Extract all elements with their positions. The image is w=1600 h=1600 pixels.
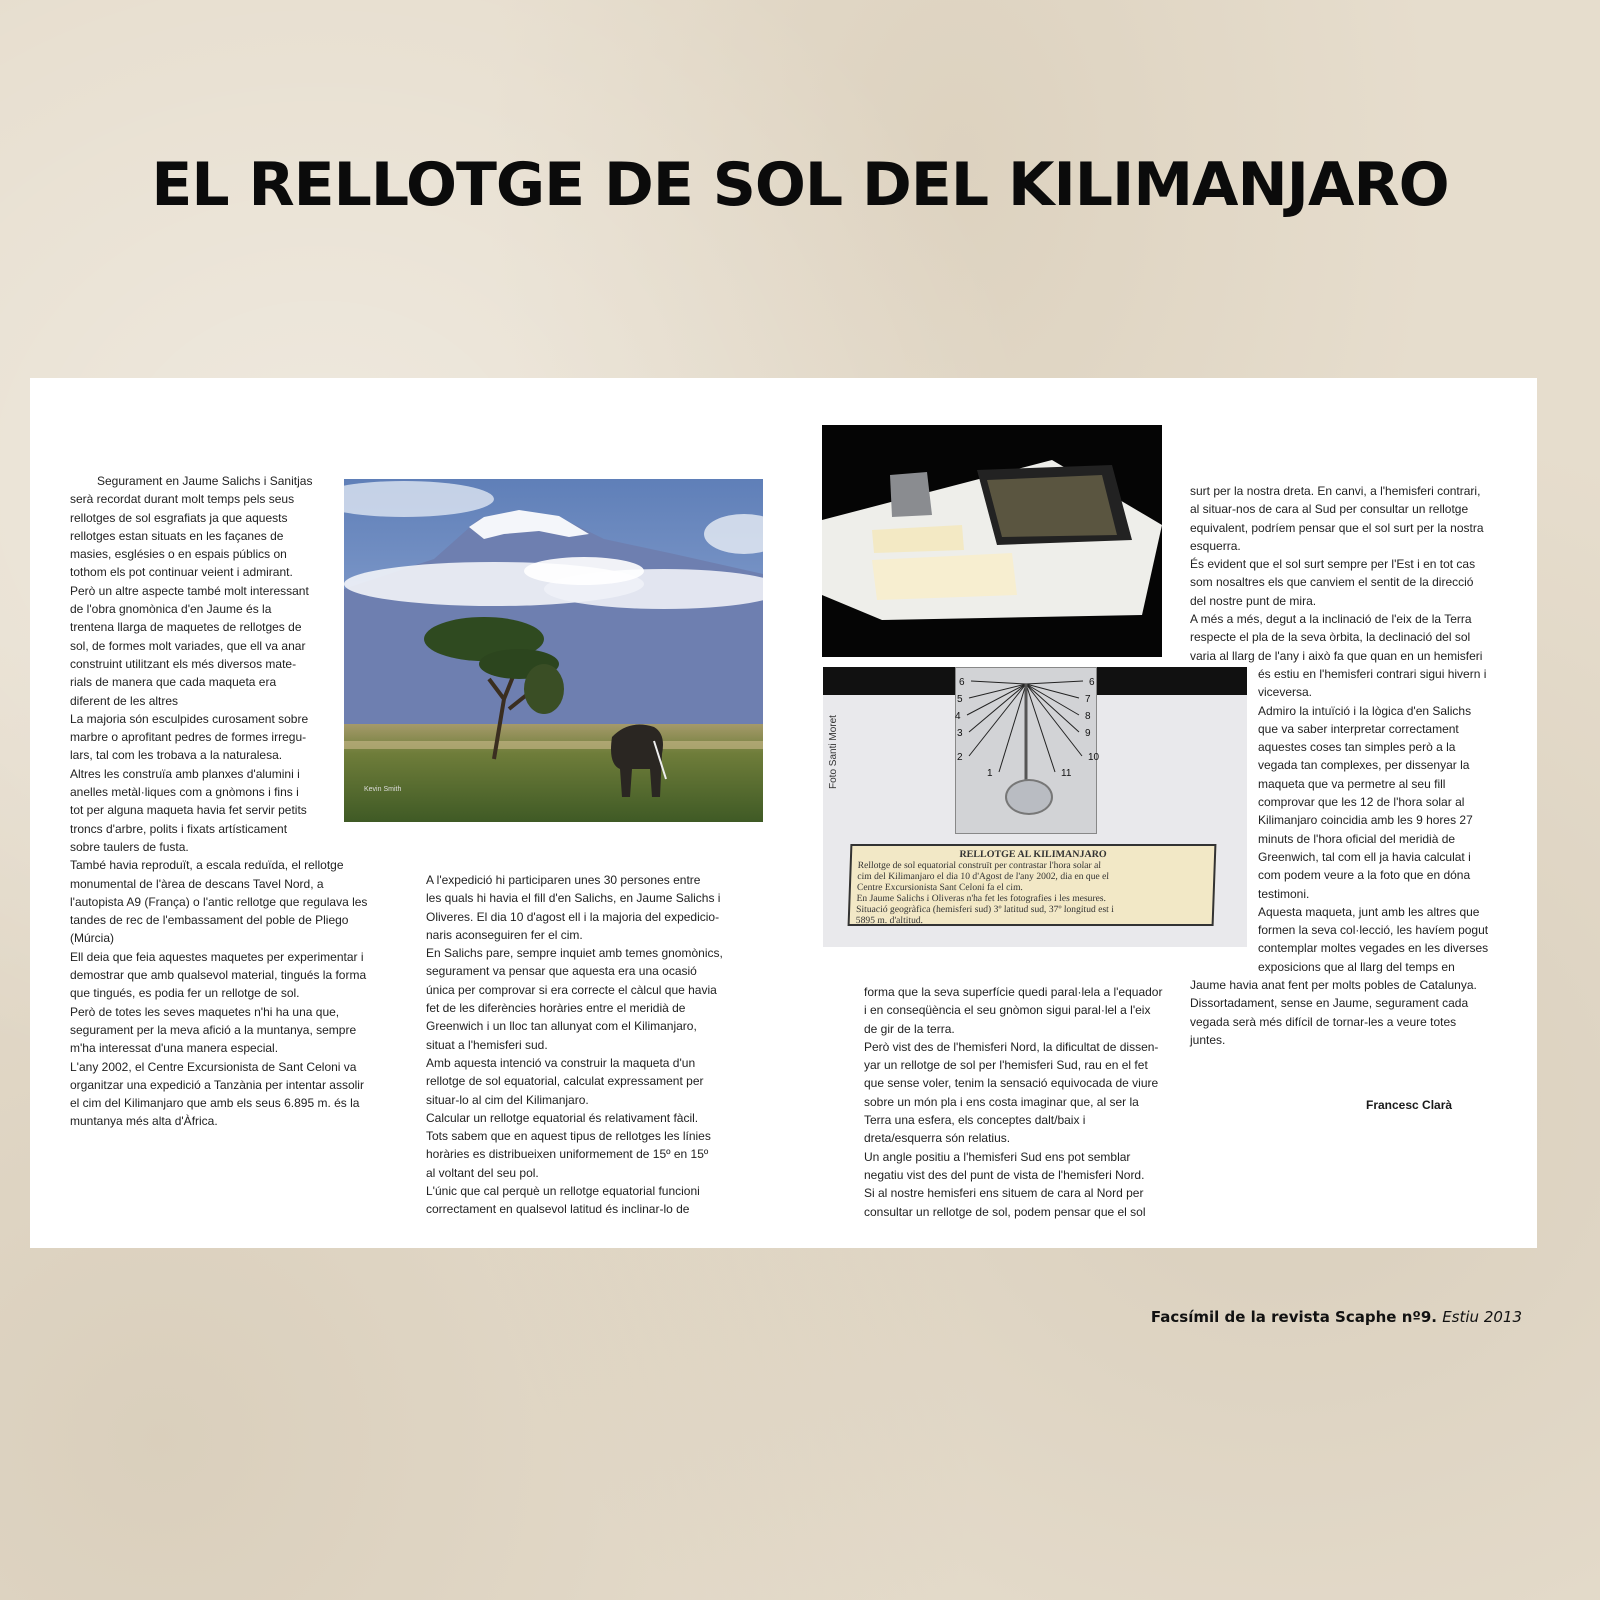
text-line: Ell deia que feia aquestes maquetes per experimentar i: [70, 949, 364, 964]
kilimanjaro-photo: [344, 479, 763, 822]
article-column-2: [426, 871, 723, 1219]
text-line: comprovar que les 12 de l'hora solar al: [1258, 795, 1465, 810]
text-line: yar un rellotge de sol per l'hemisferi Sud, rau en el fet: [864, 1058, 1148, 1073]
hour-label: 1: [987, 768, 993, 779]
text-line: minuts de l'hora oficial del meridià de: [1258, 831, 1456, 846]
text-line: correctament en qualsevol latitud és inclinar-lo de: [426, 1202, 690, 1217]
text-line: serà recordat durant molt temps pels seus: [70, 492, 295, 507]
text-line: La majoria són esculpides curosament sobre: [70, 711, 309, 726]
hour-line: [1026, 681, 1083, 684]
footer-main: Facsímil de la revista Scaphe nº9.: [1150, 1308, 1437, 1326]
text-line: Greenwich i un lloc tan allunyat com el Kilimanjaro,: [426, 1019, 697, 1034]
text-line: som nosaltres els que canviem el sentit de la direcció: [1190, 575, 1474, 590]
text-line: Greenwich, tal com ell ja havia calculat i: [1258, 849, 1471, 864]
text-line: formen la seva col·lecció, les havíem pogut: [1258, 923, 1489, 938]
text-line: A més a més, degut a la inclinació de l'eix de la Terra: [1190, 612, 1472, 627]
hour-label: 2: [957, 752, 963, 763]
text-line: Si al nostre hemisferi ens situem de cara al Nord per: [864, 1186, 1144, 1201]
text-line: negatiu vist des del punt de vista de l'hemisferi Nord.: [864, 1167, 1145, 1182]
text-line: sobre un món pla i ens costa imaginar que, al ser la: [864, 1094, 1139, 1109]
placard-line: Rellotge de sol equatorial construït per contrastar l'hora solar al: [857, 860, 1102, 871]
hour-label: 10: [1088, 752, 1100, 763]
hour-label: 6: [1089, 677, 1095, 688]
text-line: fet de les diferències horàries entre el meridià de: [426, 1001, 686, 1016]
text-line: rellotges estan situats en les façanes de: [70, 528, 284, 543]
text-line: troncs d'arbre, polits i fixats artísticament: [70, 821, 288, 836]
text-line: Però un altre aspecte també molt interessant: [70, 583, 309, 598]
text-line: construint utilitzant els més diversos mate-: [70, 656, 297, 671]
text-line: Aquesta maqueta, junt amb les altres que: [1258, 904, 1480, 919]
text-line: Segurament en Jaume Salichs i Sanitjas: [97, 474, 313, 488]
page-title: EL RELLOTGE DE SOL DEL KILIMANJARO: [151, 150, 1449, 220]
placard: [848, 844, 1217, 926]
text-line: i en conseqüència el seu gnòmon sigui paral·lel a l'eix: [864, 1003, 1151, 1018]
text-line: monumental de l'àrea de descans Tavel Nord, a: [70, 876, 324, 891]
text-line: aquestes coses tan simples però a la: [1258, 740, 1456, 755]
text-line: l'autopista A9 (França) o l'antic rellotge que regulava les: [70, 894, 368, 909]
text-line: tothom els pot continuar veient i admirant.: [70, 565, 293, 580]
hour-label: 7: [1085, 694, 1091, 705]
text-line: surt per la nostra dreta. En canvi, a l'hemisferi contrari,: [1190, 484, 1481, 498]
hour-line: [1026, 684, 1082, 756]
text-line: Tots sabem que en aquest tipus de rellotges les línies: [426, 1129, 711, 1144]
text-line: rellotges de sol esgrafiats ja que aquests: [70, 510, 288, 525]
text-line: Kilimanjaro coincidia amb les 9 hores 27: [1258, 813, 1473, 828]
text-line: única per comprovar si era correcte el càlcul que havia: [426, 982, 717, 997]
text-line: al situar-nos de cara al Sud per consultar un rellotge: [1190, 502, 1469, 517]
text-line: És evident que el sol surt sempre per l'Est i en tot cas: [1190, 557, 1476, 572]
text-line: L'únic que cal perquè un rellotge equatorial funcioni: [426, 1184, 700, 1199]
placard-line: Centre Excursionista Sant Celoni fa el cim.: [856, 882, 1024, 893]
text-line: que sense voler, tenim la sensació equivocada de viure: [864, 1076, 1159, 1091]
text-line: També havia reproduït, a escala reduïda, el rellotge: [70, 858, 344, 873]
hour-line: [1026, 684, 1079, 715]
text-line: juntes.: [1190, 1032, 1226, 1047]
text-line: muntanya més alta d'Àfrica.: [70, 1114, 218, 1129]
text-line: tot per alguna maqueta havia fet servir petits: [70, 803, 307, 818]
text-line: forma que la seva superfície quedi paral·lela a l'equador: [864, 985, 1163, 999]
article-column-3: [864, 983, 1162, 1221]
text-line: A l'expedició hi participaren unes 30 persones entre: [426, 873, 701, 887]
hour-line: [969, 684, 1026, 756]
hour-line: [967, 684, 1026, 715]
text-line: dreta/esquerra són relatius.: [864, 1131, 1011, 1146]
text-line: maqueta que va permetre al seu fill: [1258, 776, 1446, 791]
text-line: tandes de rec de l'embassament del poble de Pliego: [70, 913, 349, 928]
text-line: trentena llarga de maquetes de rellotges de: [70, 620, 302, 635]
placard-line: Situació geogràfica (hemisferi sud) 3º latitud sud, 37º longitud est i: [855, 904, 1115, 915]
text-line: equivalent, podríem pensar que el sol surt per la nostra: [1190, 520, 1484, 535]
hour-label: 3: [957, 728, 963, 739]
text-line: segurament per la meva afició a la muntanya, sempre: [70, 1022, 357, 1037]
text-line: de gir de la terra.: [864, 1021, 955, 1036]
text-line: sol, de formes molt variades, que ell va anar: [70, 638, 306, 653]
text-line: Un angle positiu a l'hemisferi Sud ens pot semblar: [864, 1149, 1131, 1164]
sundial-display-photo: [822, 425, 1162, 657]
text-line: del nostre punt de mira.: [1190, 593, 1317, 608]
placard-line: 5895 m. d'altitud.: [855, 915, 924, 926]
hour-label: 11: [1061, 768, 1072, 779]
placard-title: RELLOTGE AL KILIMANJARO: [959, 849, 1107, 860]
text-line: segurament va pensar que aquesta era una ocasió: [426, 964, 697, 979]
text-line: vegada tan complexes, per dissenyar la: [1258, 758, 1470, 773]
text-line: L'any 2002, el Centre Excursionista de Sant Celoni va: [70, 1059, 357, 1074]
text-line: anelles metàl·liques com a gnòmons i fins i: [70, 785, 299, 800]
hour-label: 8: [1085, 711, 1091, 722]
placard-line: En Jaume Salichs i Oliveras n'ha fet les fotografies i les mesures.: [856, 893, 1107, 904]
text-line: En Salichs pare, sempre inquiet amb temes gnomònics,: [426, 946, 723, 961]
text-line: Però de totes les seves maquetes n'hi ha una que,: [70, 1004, 340, 1019]
text-line: Dissortadament, sense en Jaume, segurament cada: [1190, 996, 1469, 1011]
text-line: viceversa.: [1258, 685, 1313, 700]
author-signature: Francesc Clarà: [1366, 1098, 1453, 1112]
placard-line: cim del Kilimanjaro el dia 10 d'Agost de l'any 2002, dia en que el: [857, 871, 1110, 882]
text-line: exposicions que al llarg del temps en: [1258, 959, 1455, 974]
text-line: Admiro la intuïció i la lògica d'en Salichs: [1258, 703, 1472, 718]
hour-label: 9: [1085, 728, 1091, 739]
text-line: organitzar una expedició a Tanzània per intentar assolir: [70, 1077, 364, 1092]
text-line: diferent de les altres: [70, 693, 179, 708]
text-line: que tingués, es podia fer un rellotge de sol.: [70, 986, 300, 1001]
text-line: contemplar moltes vegades en les diverses: [1258, 941, 1489, 956]
hour-label: 6: [959, 677, 965, 688]
text-line: marbre o aprofitant pedres de formes irregu-: [70, 730, 307, 745]
hour-label: 4: [955, 711, 961, 722]
footer-date: Estiu 2013: [1442, 1308, 1522, 1326]
text-line: demostrar que amb qualsevol material, tingués la forma: [70, 968, 367, 983]
text-line: de l'obra gnomònica d'en Jaume és la: [70, 602, 272, 617]
text-line: Calcular un rellotge equatorial és relativament fàcil.: [426, 1110, 699, 1125]
text-line: Jaume havia anat fent per molts pobles de Catalunya.: [1190, 978, 1477, 993]
text-line: esquerra.: [1190, 538, 1241, 553]
text-line: rellotge de sol equatorial, calculat expressament per: [426, 1074, 704, 1089]
text-line: com podem veure a la foto que en dóna: [1258, 868, 1471, 883]
hour-line: [999, 684, 1026, 772]
text-line: situar-lo al cim del Kilimanjaro.: [426, 1092, 589, 1107]
text-line: les quals hi havia el fill d'en Salichs, en Jaume Salichs i: [426, 891, 721, 906]
text-line: Oliveres. El dia 10 d'agost ell i la majoria del expedicio-: [426, 909, 720, 924]
text-line: varia al llarg de l'any i això fa que quan en un hemisferi: [1190, 648, 1483, 663]
text-line: testimoni.: [1258, 886, 1310, 901]
text-line: rials de manera que cada maqueta era: [70, 675, 277, 690]
article-column-1: [70, 472, 367, 1131]
text-line: Amb aquesta intenció va construir la maqueta d'un: [426, 1055, 696, 1070]
text-line: masies, esglésies o en espais públics on: [70, 547, 287, 562]
text-line: vegada serà més difícil de tornar-les a veure totes: [1190, 1014, 1457, 1029]
footer-citation: [1151, 1308, 1522, 1326]
text-line: respecte el pla de la seva òrbita, la declinació del sol: [1190, 630, 1471, 645]
photo-credit-kilimanjaro: Kevin Smith: [364, 786, 402, 793]
text-line: horàries es distribueixen uniformement de 15º en 15º: [426, 1147, 709, 1162]
text-line: Però vist des de l'hemisferi Nord, la dificultat de dissen-: [864, 1039, 1159, 1054]
text-line: lars, tal com les trobava a la naturalesa.: [70, 748, 283, 763]
text-line: Terra una esfera, els conceptes dalt/baix i: [864, 1113, 1086, 1128]
text-line: consultar un rellotge de sol, podem pensar que el sol: [864, 1204, 1146, 1219]
sundial-closeup-photo: [823, 667, 1247, 947]
text-line: naris aconseguiren fer el cim.: [426, 927, 583, 942]
text-line: (Múrcia): [70, 931, 114, 946]
text-line: el cim del Kilimanjaro que amb els seus 6.895 m. és la: [70, 1096, 360, 1111]
text-line: situat a l'hemisferi sud.: [426, 1037, 548, 1052]
text-line: que va saber interpretar correctament: [1258, 721, 1459, 736]
text-line: sobre taulers de fusta.: [70, 839, 189, 854]
hour-label: 5: [957, 694, 963, 705]
hour-line: [971, 681, 1026, 684]
text-line: és estiu en l'hemisferi contrari sigui hivern i: [1258, 666, 1487, 681]
text-line: al voltant del seu pol.: [426, 1165, 539, 1180]
text-line: m'ha interessat d'una manera especial.: [70, 1041, 279, 1056]
text-line: Altres les construïa amb planxes d'alumini i: [70, 766, 300, 781]
photo-credit: Foto Santi Moret: [828, 715, 839, 789]
